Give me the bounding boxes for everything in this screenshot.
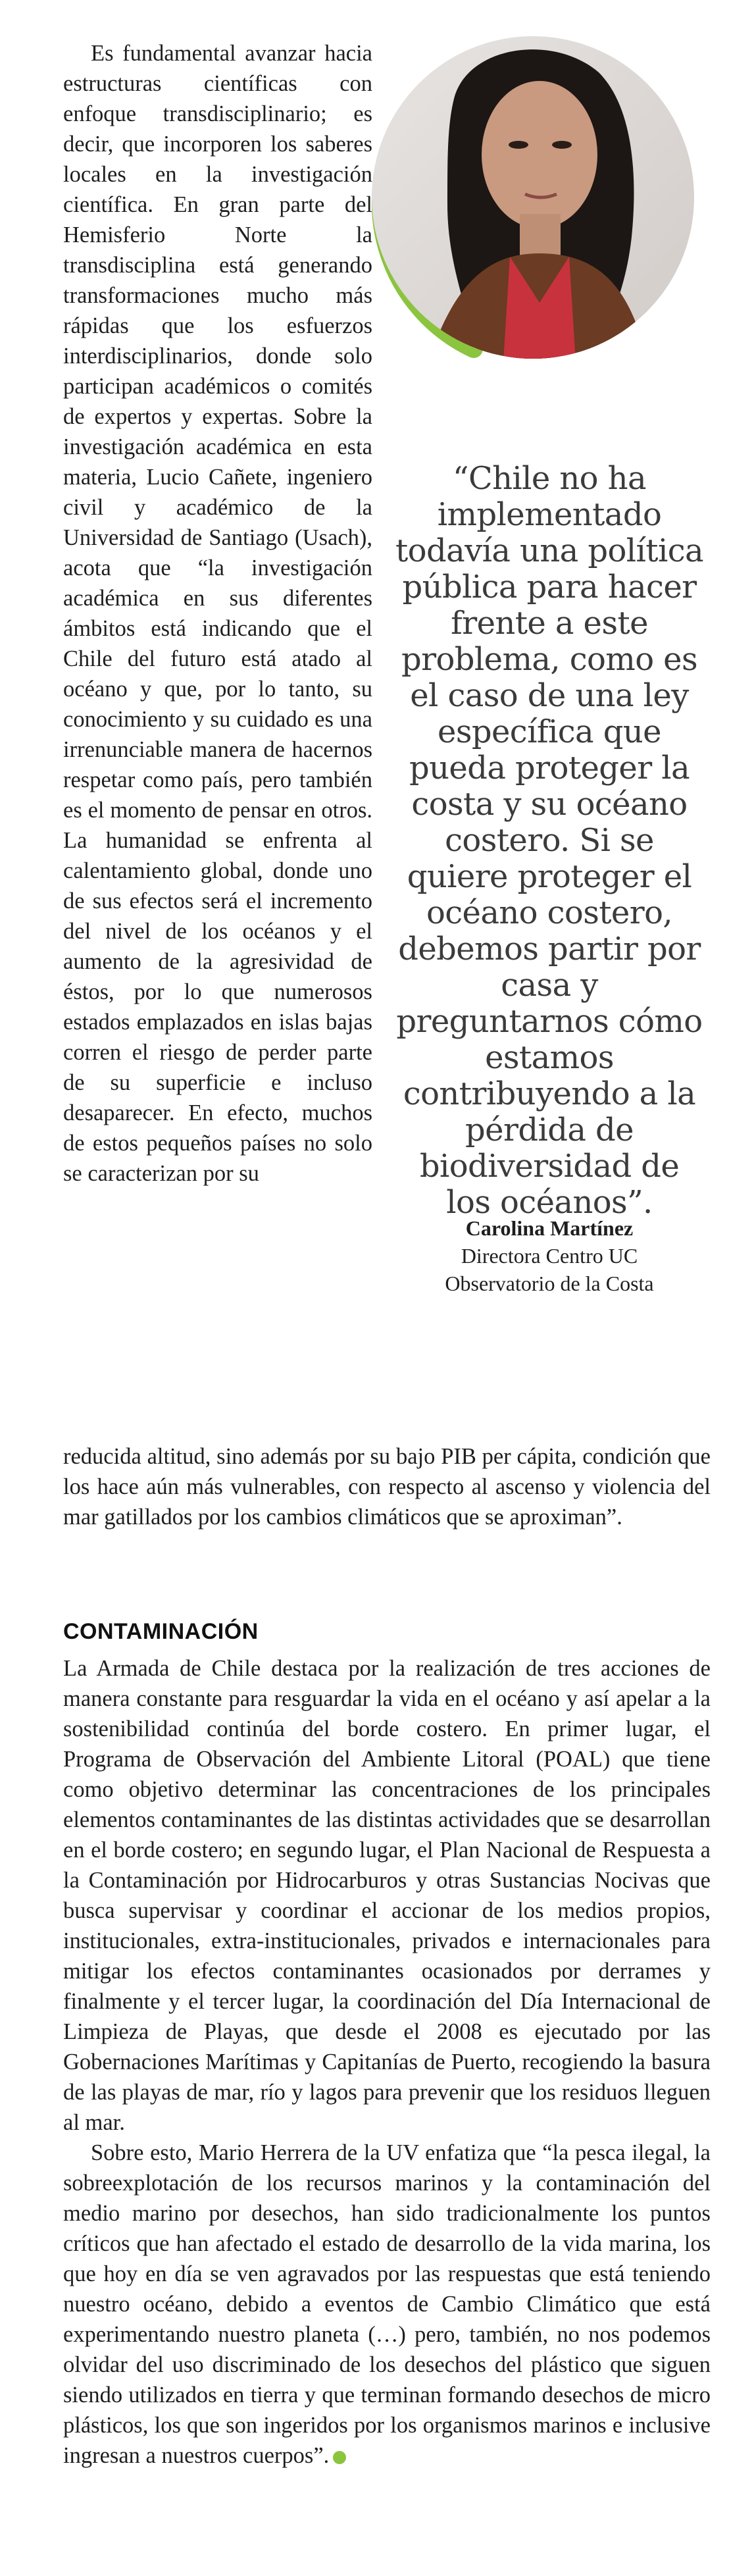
credit-organization: Observatorio de la Costa	[445, 1272, 654, 1295]
green-dot-icon	[333, 2451, 346, 2464]
paragraph: Es fundamental avanzar hacia estructuras científicas con enfoque transdisciplinario; es decir, que incorporen los saberes locales en la investigación científica. En gran parte del Hemisferio Norte la transdisciplina está generando transformaciones mucho más rápidas que los esfuerzos interdisciplinarios, donde solo participan académicos o comités de expertos y expertas. Sobre la investigación académica en esta materia, Lucio Cañete, ingeniero civil y académico de la Universidad de Santiago (Usach), acota que “la investigación académica en sus diferentes ámbitos está indicando que el Chile del futuro está atado al océano y que, por lo tanto, su conocimiento y su cuidado es una irrenunciable manera de hacernos respetar como país, pero también es el momento de pensar en otros. La humanidad se enfrenta al calentamiento global, donde uno de sus efectos será el incremento del nivel de los océanos y el aumento de la agresividad de éstos, por lo que numerosos estados emplazados en islas bajas corren el riesgo de perder parte de su superficie e incluso desaparecer. En efecto, muchos de estos pequeños países no solo se caracterizan por su	[63, 41, 372, 1186]
paragraph-final	[63, 2138, 711, 2471]
paragraph-text: Sobre esto, Mario Herrera de la UV enfatiza que “la pesca ilegal, la sobreexplotación de los recursos marinos y la contaminación del medio marino por desechos, han sido tradicionalmente los puntos críticos que han afectado el estado de desarrollo de la vida marina, los que hoy en día se ven agravados por las respuestas que está teniendo nuestro océano, debido a eventos de Cambio Climático que está experimentando nuestro planeta (…) pero, también, no nos podemos olvidar del uso discriminado de los desechos del plástico que siguen siendo utilizados en tierra y que terminan formando desechos de micro plásticos, los que son ingeridos por los organismos marinos e inclusive ingresan a nuestros cuerpos”.	[63, 2140, 711, 2468]
pull-quote: “Chile no ha implementado todavía una política pública para hacer frente a este problema, como es el caso de una ley específica que pueda proteger la costa y su océano costero. Si se quiere proteger el océano costero, debemos partir por casa y preguntarnos cómo estamos contribuyendo a la pérdida de biodiversidad de los océanos”.	[395, 460, 704, 1221]
quote-credit	[395, 1214, 704, 1297]
continuation-text	[63, 1441, 711, 1532]
section-heading: CONTAMINACIÓN	[63, 1619, 259, 1644]
credit-role: Directora Centro UC	[461, 1244, 638, 1268]
credit-name: Carolina Martínez	[465, 1216, 634, 1240]
paragraph: reducida altitud, sino además por su bajo PIB per cápita, condición que los hace aún más vulnerables, con respecto al ascenso y violencia del mar gatillados por los cambios climáticos que se aproximan”.	[63, 1444, 711, 1530]
paragraph: La Armada de Chile destaca por la realización de tres acciones de manera constante para resguardar la vida en el océano y así apelar a la sostenibilidad continúa del borde costero. En primer lugar, el Programa de Observación del Ambiente Litoral (POAL) que tiene como objetivo determinar las concentraciones de los principales elementos contaminantes de las distintas actividades que se desarrollan en el borde costero; en segundo lugar, el Plan Nacional de Respuesta a la Contaminación por Hidrocarburos y otras Sustancias Nocivas que busca supervisar y coordinar el accionar de los medios propios, institucionales, extra-institucionales, privados e internacionales para mitigar los efectos contaminantes ocasionados por derrames y finalmente y el tercer lugar, la coordinación del Día Internacional de Limpieza de Playas, que desde el 2008 es ejecutado por las Gobernaciones Marítimas y Capitanías de Puerto, recogiendo la basura de las playas de mar, río y lagos para prevenir que los residuos lleguen al mar.	[63, 1656, 711, 2135]
section-body	[63, 1653, 711, 2471]
portrait-photo	[342, 20, 711, 415]
left-column-text	[63, 38, 372, 1189]
